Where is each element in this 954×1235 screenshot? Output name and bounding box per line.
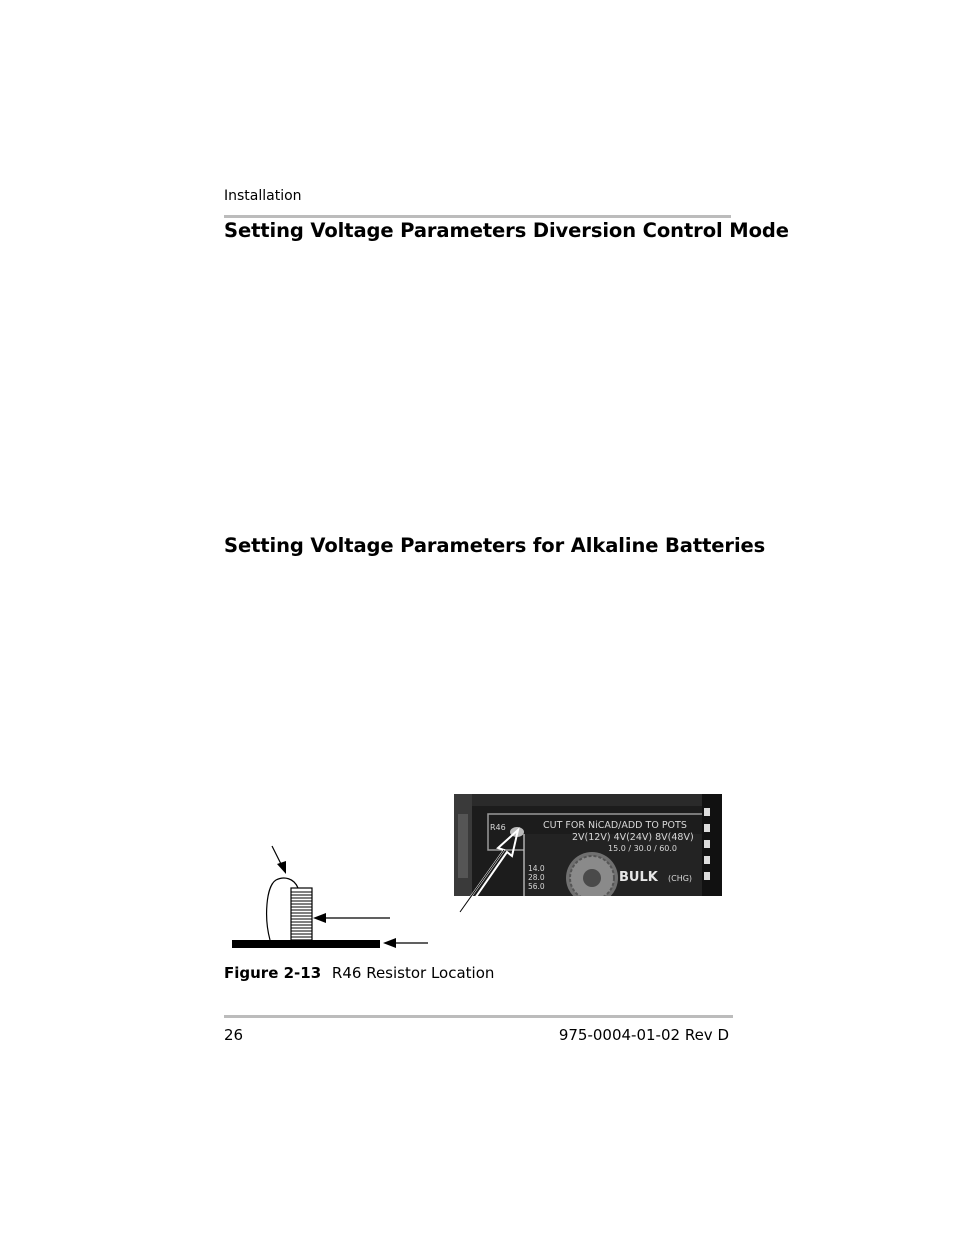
page-number: 26 <box>224 1026 244 1044</box>
resistor-shape <box>291 888 312 940</box>
photo-label-scale-3: 56.0 <box>528 882 545 891</box>
photo-label-scale-2: 28.0 <box>528 873 545 882</box>
photo-label-chg: (CHG) <box>668 874 693 883</box>
header-rule <box>224 215 731 218</box>
photo-label-voltages: 2V(12V) 4V(24V) 8V(48V) <box>572 832 694 843</box>
section-heading-diversion: Setting Voltage Parameters Diversion Control Mode <box>224 219 789 242</box>
figure-number: Figure 2-13 <box>224 964 322 982</box>
photo-label-bulk: BULK <box>619 870 658 885</box>
lead-arrow-icon <box>272 846 286 874</box>
photo-callout-arrow-icon <box>454 826 524 916</box>
circuit-board-shape <box>232 940 380 948</box>
photo-label-r46: R46 <box>490 823 506 832</box>
board-arrow-icon <box>383 938 428 948</box>
photo-label-range: 15.0 / 30.0 / 60.0 <box>608 844 677 853</box>
figure-caption-text: R46 Resistor Location <box>331 964 495 982</box>
resistor-diagram <box>224 838 444 953</box>
document-id: 975-0004-01-02 Rev D <box>558 1026 729 1044</box>
photo-label-scale-1: 14.0 <box>528 864 545 873</box>
resistor-arrow-icon <box>313 913 390 923</box>
footer-rule <box>224 1015 733 1018</box>
figure-caption <box>224 964 494 982</box>
photo-label-instruction: CUT FOR NiCAD/ADD TO POTS <box>543 820 687 831</box>
running-header: Installation <box>224 188 302 204</box>
section-heading-alkaline: Setting Voltage Parameters for Alkaline Batteries <box>224 534 766 557</box>
